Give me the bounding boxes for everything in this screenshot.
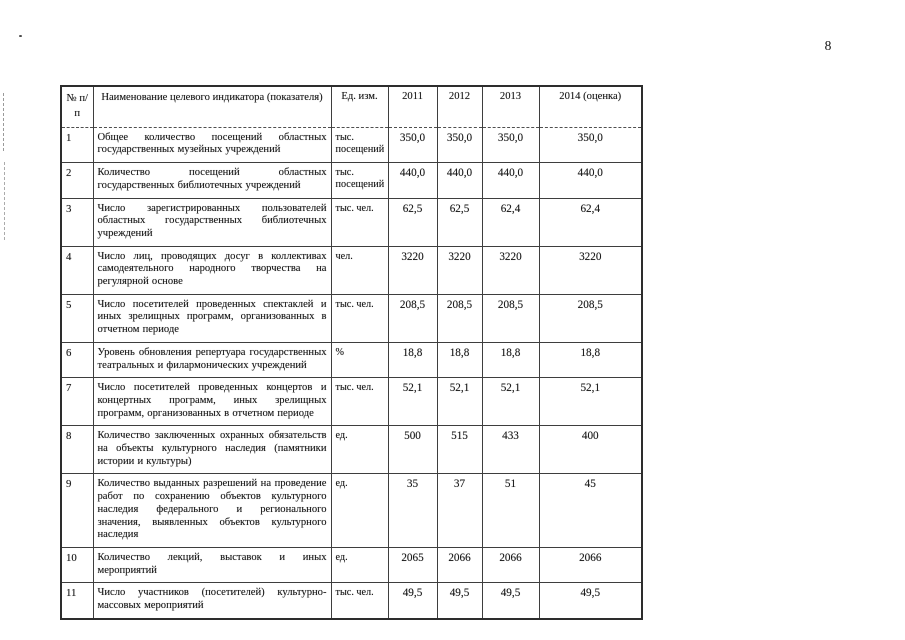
value-cell-2011: 2065: [388, 548, 437, 583]
table-row: [61, 198, 642, 246]
value-cell-2011: 62,5: [388, 198, 437, 246]
indicator-name-cell: Количество лекций, выставок и иных мероприятий: [93, 548, 331, 583]
value-cell-2014: 440,0: [539, 163, 642, 198]
value-cell-2012: 350,0: [437, 127, 482, 162]
row-number-cell: 7: [61, 378, 93, 426]
scan-artifact-dashed-line: [4, 162, 5, 240]
scan-artifact-dashed-line: [3, 93, 4, 151]
value-cell-2011: 49,5: [388, 583, 437, 619]
value-cell-2013: 18,8: [482, 342, 539, 377]
value-cell-2012: 37: [437, 474, 482, 548]
value-cell-2012: 18,8: [437, 342, 482, 377]
indicator-name-cell: Общее количество посещений областных государственных музейных учреждений: [93, 127, 331, 162]
indicator-name-cell: Число посетителей проведенных спектаклей и иных зрелищных программ, организованных в отчетном периоде: [93, 294, 331, 342]
unit-cell: тыс. чел.: [331, 294, 388, 342]
unit-cell: ед.: [331, 426, 388, 474]
unit-cell: тыс. посещений: [331, 163, 388, 198]
value-cell-2014: 3220: [539, 246, 642, 294]
value-cell-2013: 52,1: [482, 378, 539, 426]
value-cell-2012: 49,5: [437, 583, 482, 619]
header-row: [61, 86, 642, 127]
table-row: [61, 127, 642, 162]
indicator-name-cell: Число лиц, проводящих досуг в коллективах самодеятельного народного творчества на регулярной основе: [93, 246, 331, 294]
unit-cell: тыс. чел.: [331, 583, 388, 619]
value-cell-2011: 208,5: [388, 294, 437, 342]
indicator-table-container: [60, 85, 641, 620]
unit-cell: ед.: [331, 474, 388, 548]
row-number-cell: 5: [61, 294, 93, 342]
indicator-name-cell: Количество посещений областных государственных библиотечных учреждений: [93, 163, 331, 198]
header-indicator: Наименование целевого индикатора (показателя): [93, 86, 331, 127]
table-row: [61, 426, 642, 474]
header-year-2013: 2013: [482, 86, 539, 127]
value-cell-2012: 515: [437, 426, 482, 474]
value-cell-2013: 350,0: [482, 127, 539, 162]
value-cell-2012: 62,5: [437, 198, 482, 246]
table-row: [61, 583, 642, 619]
indicator-name-cell: Число посетителей проведенных концертов и концертных программ, иных зрелищных программ, организованных в отчетном периоде: [93, 378, 331, 426]
unit-cell: тыс. посещений: [331, 127, 388, 162]
value-cell-2011: 35: [388, 474, 437, 548]
table-row: [61, 342, 642, 377]
row-number-cell: 4: [61, 246, 93, 294]
value-cell-2012: 52,1: [437, 378, 482, 426]
indicator-name-cell: Число зарегистрированных пользователей областных государственных библиотечных учреждений: [93, 198, 331, 246]
row-number-cell: 2: [61, 163, 93, 198]
row-number-cell: 6: [61, 342, 93, 377]
header-number: № п/п: [61, 86, 93, 127]
unit-cell: %: [331, 342, 388, 377]
value-cell-2014: 52,1: [539, 378, 642, 426]
value-cell-2011: 18,8: [388, 342, 437, 377]
indicator-table: [60, 85, 643, 620]
indicator-table-body: [61, 127, 642, 619]
table-row: [61, 548, 642, 583]
row-number-cell: 9: [61, 474, 93, 548]
indicator-name-cell: Уровень обновления репертуара государственных театральных и филармонических учреждений: [93, 342, 331, 377]
value-cell-2013: 433: [482, 426, 539, 474]
unit-cell: чел.: [331, 246, 388, 294]
indicator-name-cell: Количество заключенных охранных обязательств на объекты культурного наследия (памятники истории и культуры): [93, 426, 331, 474]
header-year-2014: 2014 (оценка): [539, 86, 642, 127]
unit-cell: тыс. чел.: [331, 378, 388, 426]
indicator-table-header: [61, 86, 642, 127]
value-cell-2013: 51: [482, 474, 539, 548]
value-cell-2014: 2066: [539, 548, 642, 583]
scan-artifact-dot: [19, 35, 22, 37]
table-row: [61, 246, 642, 294]
value-cell-2014: 350,0: [539, 127, 642, 162]
indicator-name-cell: Количество выданных разрешений на проведение работ по сохранению объектов культурного наследия федерального и регионального значения, выявленных объектов культурного наследия: [93, 474, 331, 548]
value-cell-2013: 49,5: [482, 583, 539, 619]
row-number-cell: 3: [61, 198, 93, 246]
row-number-cell: 10: [61, 548, 93, 583]
value-cell-2014: 45: [539, 474, 642, 548]
value-cell-2014: 49,5: [539, 583, 642, 619]
table-row: [61, 163, 642, 198]
value-cell-2014: 208,5: [539, 294, 642, 342]
value-cell-2014: 18,8: [539, 342, 642, 377]
unit-cell: ед.: [331, 548, 388, 583]
page-number: 8: [824, 38, 832, 53]
value-cell-2013: 62,4: [482, 198, 539, 246]
value-cell-2013: 440,0: [482, 163, 539, 198]
row-number-cell: 1: [61, 127, 93, 162]
value-cell-2012: 208,5: [437, 294, 482, 342]
value-cell-2011: 3220: [388, 246, 437, 294]
value-cell-2013: 2066: [482, 548, 539, 583]
row-number-cell: 8: [61, 426, 93, 474]
header-year-2012: 2012: [437, 86, 482, 127]
value-cell-2013: 208,5: [482, 294, 539, 342]
header-year-2011: 2011: [388, 86, 437, 127]
row-number-cell: 11: [61, 583, 93, 619]
value-cell-2012: 3220: [437, 246, 482, 294]
value-cell-2011: 350,0: [388, 127, 437, 162]
table-row: [61, 294, 642, 342]
value-cell-2011: 440,0: [388, 163, 437, 198]
value-cell-2011: 52,1: [388, 378, 437, 426]
value-cell-2012: 440,0: [437, 163, 482, 198]
value-cell-2014: 62,4: [539, 198, 642, 246]
value-cell-2013: 3220: [482, 246, 539, 294]
value-cell-2012: 2066: [437, 548, 482, 583]
indicator-name-cell: Число участников (посетителей) культурно-массовых мероприятий: [93, 583, 331, 619]
table-row: [61, 378, 642, 426]
value-cell-2011: 500: [388, 426, 437, 474]
value-cell-2014: 400: [539, 426, 642, 474]
table-row: [61, 474, 642, 548]
header-unit: Ед. изм.: [331, 86, 388, 127]
unit-cell: тыс. чел.: [331, 198, 388, 246]
